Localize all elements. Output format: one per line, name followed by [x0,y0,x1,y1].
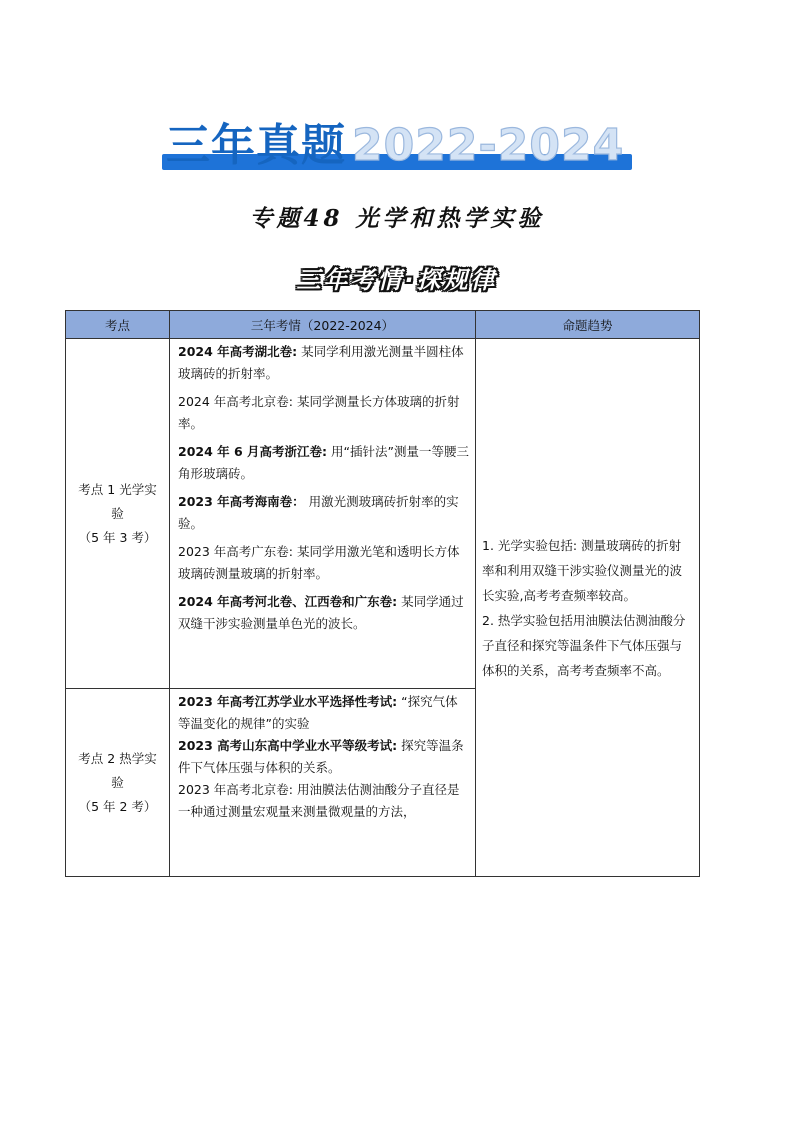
exam-entry-source: 2023 高考山东高中学业水平等级考试: [178,738,398,753]
exam-entry-text: 某同学利用激光测量半圆柱体玻璃砖的折射率。 [178,344,464,381]
exam-entry-text: 用激光测玻璃砖折射率的实验。 [178,494,459,531]
exam-entry-source: 2023 年高考江苏学业水平选择性考试: [178,694,398,709]
exam-entry-source: 2024 年高考河北卷、江西卷和广东卷: [178,594,398,609]
exam-analysis-table [65,310,700,877]
banner-title-cn: 三年真题 [166,120,346,171]
section-badge: 三年考情·探规律 [296,266,498,294]
exam-entry [178,441,469,485]
trend-item-2: 2. 热学实验包括用油膜法估测油酸分子直径和探究等温条件下气体压强与体积的关系，高考考查频率不高。 [482,612,686,678]
exam-entry-source: 2024 年高考湖北卷: [178,344,298,359]
exam-entry-text: 用油膜法估测油酸分子直径是一种通过测量宏观量来测量微观量的方法， [178,782,460,819]
exam-entry-source: 2024 年高考北京卷: [178,394,293,409]
exam-entry [178,591,469,635]
table-header-row [66,311,700,339]
kaodian-label-cont: 验 [111,505,124,521]
table-row-optics [66,339,700,689]
exam-entry-source: 2023 年高考北京卷: [178,782,293,797]
exam-entry-source: 2024 年 6 月高考浙江卷: [178,444,328,459]
exam-entry-text: “探究气体等温变化的规律”的实验 [178,694,458,731]
exam-entry [178,779,469,823]
exam-entry-text: 某同学通过双缝干涉实验测量单色光的波长。 [178,594,464,631]
topic-subtitle: 专题48 光学和热学实验 [249,205,545,232]
exam-entry [178,391,469,435]
kaodian-count: （5 年 2 考） [78,798,157,814]
exam-entry-source: 2023 年高考广东卷: [178,544,293,559]
years-cell-thermal [170,689,476,877]
kaodian-cell-thermal [66,689,170,877]
header-kaodian: 考点 [66,311,170,339]
exam-entry-text: 某同学测量长方体玻璃的折射率。 [178,394,460,431]
title-banner [160,118,634,178]
kaodian-cell-optics [66,339,170,689]
exam-entry [178,341,469,385]
exam-entry [178,691,469,735]
banner-title [166,118,624,174]
kaodian-label: 考点 1 光学实 [78,481,157,497]
exam-entry-text: 用“插针法”测量一等腰三角形玻璃砖。 [178,444,469,481]
exam-entry-source: 2023 年高考海南卷： [178,494,305,509]
header-three-year: 三年考情（2022-2024） [170,311,476,339]
banner-title-years: 2022-2024 [352,120,625,171]
exam-entry [178,735,469,779]
kaodian-count: （5 年 3 考） [78,529,157,545]
kaodian-label-cont: 验 [111,774,124,790]
exam-entry-text: 某同学用激光笔和透明长方体玻璃砖测量玻璃的折射率。 [178,544,460,581]
kaodian-label: 考点 2 热学实 [78,750,157,766]
exam-entry [178,541,469,585]
trend-item-1: 1. 光学实验包括: 测量玻璃砖的折射率和利用双缝干涉实验仪测量光的波长实验,高考考查频率较高。 [482,537,683,603]
years-cell-optics [170,339,476,689]
header-trend: 命题趋势 [476,311,700,339]
exam-entry [178,491,469,535]
exam-entry-text: 探究等温条件下气体压强与体积的关系。 [178,738,464,775]
trend-cell [476,339,700,877]
